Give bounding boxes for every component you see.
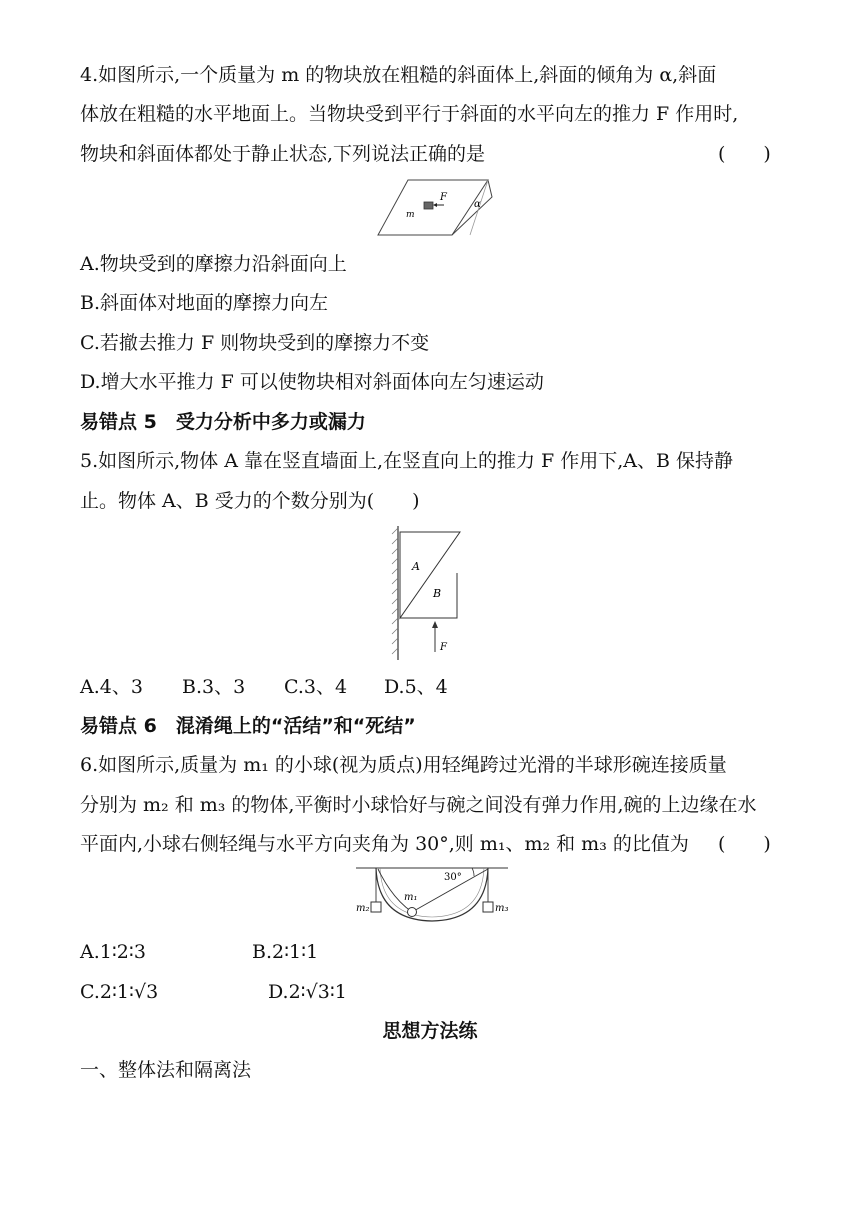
q4-answer-bracket: ( ) xyxy=(718,143,771,165)
q4-option-b: B.斜面体对地面的摩擦力向左 xyxy=(80,292,329,314)
ball-shape xyxy=(408,908,417,917)
q6-fig-m1-label: m₁ xyxy=(404,892,418,903)
q6-stem-line-2: 分别为 m₂ 和 m₃ 的物体,平衡时小球恰好与碗之间没有弹力作用,碗的上边缘在水 xyxy=(80,794,757,816)
q6-option-b: B.2∶1∶1 xyxy=(252,941,319,963)
q6-option-c: C.2∶1∶√3 xyxy=(80,981,159,1003)
q6-stem-line-1: 6.如图所示,质量为 m₁ 的小球(视为质点)用轻绳跨过光滑的半球形碗连接质量 xyxy=(80,754,727,776)
q6-fig-m3-label: m₃ xyxy=(495,903,509,914)
q5-fig-label-f: F xyxy=(440,642,447,653)
q5-option-d: D.5、4 xyxy=(384,676,448,698)
q4-stem-line-3: 物块和斜面体都处于静止状态,下列说法正确的是 xyxy=(80,143,486,165)
block-shape xyxy=(424,202,433,209)
q5-stem-line-2: 止。物体 A、B 受力的个数分别为( ) xyxy=(80,490,420,512)
method-practice-heading: 思想方法练 xyxy=(382,1020,478,1042)
q5-option-a: A.4、3 xyxy=(80,676,143,698)
q4-stem-line-2: 体放在粗糙的水平地面上。当物块受到平行于斜面的水平向左的推力 F 作用时, xyxy=(80,103,739,125)
q6-fig-angle-label: 30° xyxy=(444,872,462,883)
q6-fig-m2-label: m₂ xyxy=(356,903,370,914)
section-heading-whole-isolation: 一、整体法和隔离法 xyxy=(80,1059,252,1081)
block-a-shape xyxy=(400,532,460,618)
q4-option-a: A.物块受到的摩擦力沿斜面向上 xyxy=(80,253,347,275)
q4-option-d: D.增大水平推力 F 可以使物块相对斜面体向左匀速运动 xyxy=(80,371,544,393)
q4-fig-mass-label: m xyxy=(406,210,415,220)
q6-option-d: D.2∶√3∶1 xyxy=(268,981,347,1003)
q5-stem-line-1: 5.如图所示,物体 A 靠在竖直墙面上,在竖直向上的推力 F 作用下,A、B 保持静 xyxy=(80,450,734,472)
q6-option-a: A.1∶2∶3 xyxy=(80,941,146,963)
q4-option-c: C.若撤去推力 F 则物块受到的摩擦力不变 xyxy=(80,332,430,354)
q5-fig-label-b: B xyxy=(433,587,442,600)
section-5-heading: 易错点 5 受力分析中多力或漏力 xyxy=(80,411,366,433)
q6-answer-bracket: ( ) xyxy=(718,833,771,855)
q4-stem-line-1: 4.如图所示,一个质量为 m 的物块放在粗糙的斜面体上,斜面的倾角为 α,斜面 xyxy=(80,64,717,86)
q6-stem-line-3: 平面内,小球右侧轻绳与水平方向夹角为 30°,则 m₁、m₂ 和 m₃ 的比值为 xyxy=(80,833,689,855)
q5-fig-label-a: A xyxy=(412,560,420,573)
q6-bowl-figure xyxy=(354,864,510,924)
section-6-heading: 易错点 6 混淆绳上的“活结”和“死结” xyxy=(80,715,416,737)
q5-option-b: B.3、3 xyxy=(182,676,246,698)
q4-fig-force-label: F xyxy=(440,192,447,203)
q5-option-c: C.3、4 xyxy=(284,676,348,698)
q4-fig-angle-label: α xyxy=(474,199,481,210)
q5-wall-blocks-figure xyxy=(390,522,470,662)
block-b-shape xyxy=(400,573,457,618)
q4-incline-figure xyxy=(376,177,496,239)
